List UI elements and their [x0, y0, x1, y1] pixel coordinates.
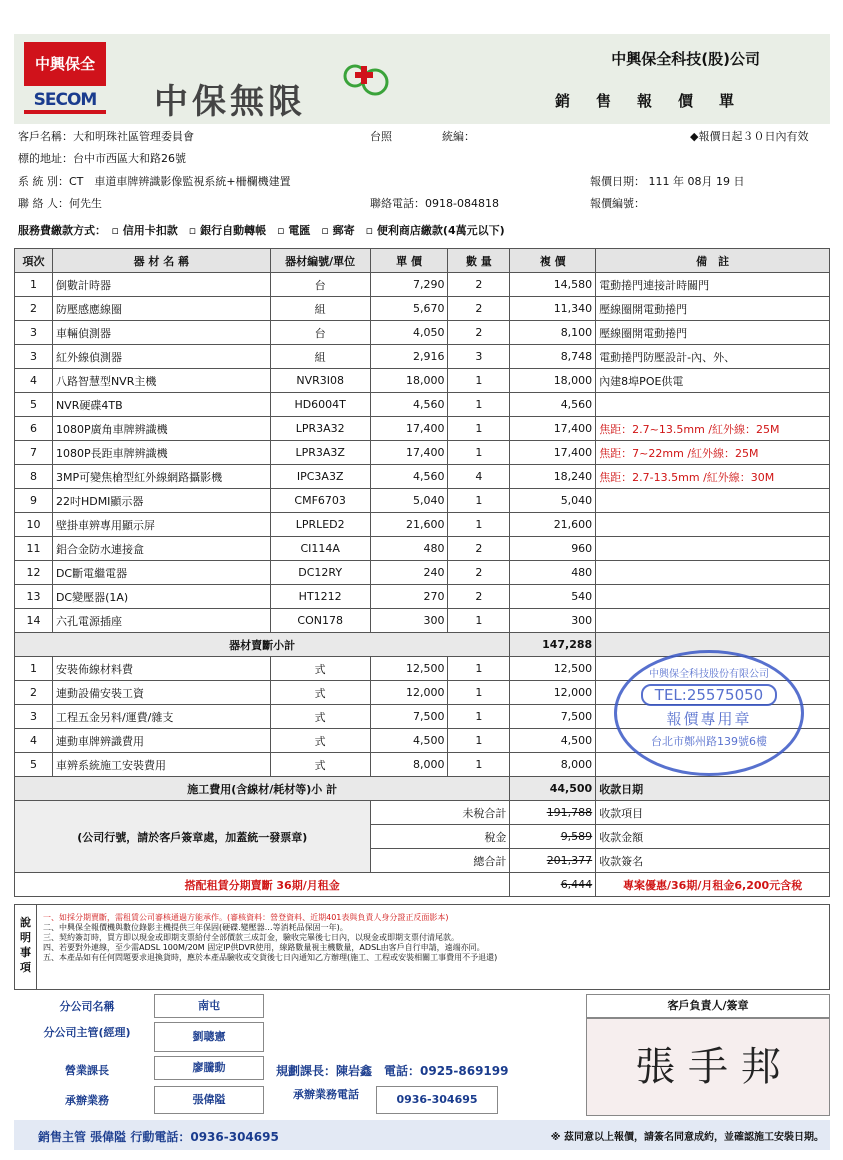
subtotal-value: 147,288 — [510, 633, 596, 657]
table-row — [15, 369, 830, 393]
stamp-company: 中興保全科技股份有限公司 — [649, 669, 769, 680]
contact-person: 聯 絡 人：何先生 — [18, 197, 102, 210]
table-cell: HD6004T — [270, 393, 370, 417]
quote-date: 報價日期： 111 年 08月 19 日 — [590, 175, 745, 188]
table-cell: 12,000 — [370, 681, 448, 705]
planner-info: 規劃課長：陳岩鑫 電話：0925-869199 — [276, 1064, 509, 1078]
subtotal-label: 施工費用(含線材/耗材等)小 計 — [15, 777, 510, 801]
table-header — [15, 249, 830, 273]
table-cell: 21,600 — [370, 513, 448, 537]
table-cell: 18,000 — [510, 369, 596, 393]
footer-agreement: ※ 茲同意以上報價，請簽名同意成約，並確認施工安裝日期。 — [550, 1132, 824, 1143]
table-cell: 17,400 — [510, 417, 596, 441]
table-cell: 12,500 — [510, 657, 596, 681]
table-cell: 組 — [270, 297, 370, 321]
notes-section — [14, 904, 830, 990]
table-cell: 7,290 — [370, 273, 448, 297]
equipment-table — [14, 248, 830, 897]
table-cell: 鋁合金防水連接盒 — [52, 537, 270, 561]
table-cell: 焦距：7~22mm /紅外線：25M — [596, 441, 830, 465]
rent-value: 6,444 — [510, 873, 596, 897]
table-cell: 12 — [15, 561, 53, 585]
table-cell: 480 — [370, 537, 448, 561]
table-cell: 14 — [15, 609, 53, 633]
table-cell: CON178 — [270, 609, 370, 633]
table-cell: DC變壓器(1A) — [52, 585, 270, 609]
table-cell: 1 — [448, 513, 510, 537]
agent-name: 張偉隘 — [154, 1086, 264, 1114]
stamp-purpose: 報價專用章 — [666, 710, 752, 728]
table-cell: 4,560 — [510, 393, 596, 417]
customer-signature[interactable]: 張 手 邦 — [586, 1018, 830, 1116]
branch-name: 南屯 — [154, 994, 264, 1018]
column-header: 項次 — [15, 249, 53, 273]
table-cell: 1 — [448, 753, 510, 777]
table-cell: 12,500 — [370, 657, 448, 681]
table-cell: 5 — [15, 753, 53, 777]
payment-field-label: 收款項目 — [596, 801, 830, 825]
brand-mark-icon — [339, 62, 399, 102]
table-row — [15, 273, 830, 297]
column-header: 備 註 — [596, 249, 830, 273]
table-cell — [596, 513, 830, 537]
table-cell: 2 — [15, 681, 53, 705]
table-cell: 式 — [270, 681, 370, 705]
column-header: 複 價 — [510, 249, 596, 273]
agent-phone-label: 承辦業務電話 — [293, 1088, 359, 1101]
table-cell: 960 — [510, 537, 596, 561]
table-cell: 14,580 — [510, 273, 596, 297]
table-cell: 4,050 — [370, 321, 448, 345]
table-cell: 6 — [15, 417, 53, 441]
table-cell — [596, 489, 830, 513]
total-label: 未稅合計 — [370, 801, 510, 825]
table-cell: 式 — [270, 753, 370, 777]
table-cell: 4 — [15, 729, 53, 753]
header — [14, 34, 830, 124]
table-cell — [596, 609, 830, 633]
table-cell: 17,400 — [370, 441, 448, 465]
table-cell: 10 — [15, 513, 53, 537]
subtotal-label: 器材賣斷小計 — [15, 633, 510, 657]
table-cell: 式 — [270, 705, 370, 729]
column-header: 數 量 — [448, 249, 510, 273]
target-address: 標的地址：台中市西區大和路26號 — [18, 152, 186, 165]
total-label: 總合計 — [370, 849, 510, 873]
customer-sign-label: 客戶負責人/簽章 — [586, 994, 830, 1018]
stamp-tel: TEL:25575050 — [641, 684, 777, 706]
table-cell: 1 — [448, 705, 510, 729]
table-row — [15, 513, 830, 537]
table-cell: 270 — [370, 585, 448, 609]
table-cell: 3 — [15, 321, 53, 345]
table-cell: 焦距：2.7-13.5mm /紅外線：30M — [596, 465, 830, 489]
total-value: 191,788 — [510, 801, 596, 825]
table-cell: DC斷電繼電器 — [52, 561, 270, 585]
table-row — [15, 321, 830, 345]
table-cell — [596, 585, 830, 609]
table-cell: NVR3I08 — [270, 369, 370, 393]
table-cell: 防壓感應線圈 — [52, 297, 270, 321]
table-cell: 4,560 — [370, 465, 448, 489]
table-cell: 1 — [448, 729, 510, 753]
table-cell: 480 — [510, 561, 596, 585]
table-row — [15, 417, 830, 441]
sales-label: 營業課長 — [65, 1064, 109, 1077]
table-cell: 5,040 — [510, 489, 596, 513]
document-title: 銷售報價單 — [554, 92, 760, 110]
total-row — [15, 801, 830, 825]
table-cell: 17,400 — [370, 417, 448, 441]
table-cell: 內建8埠POE供電 — [596, 369, 830, 393]
table-row — [15, 441, 830, 465]
contact-phone: 聯絡電話：0918-084818 — [370, 197, 499, 210]
brand-name: 中保無限 — [154, 82, 306, 122]
table-cell: 1 — [448, 393, 510, 417]
table-cell: HT1212 — [270, 585, 370, 609]
table-cell: 安裝佈線材料費 — [52, 657, 270, 681]
manager-name: 劉聰憲 — [154, 1022, 264, 1052]
notes-list — [43, 913, 497, 963]
table-cell: 1 — [448, 369, 510, 393]
subtotal-value: 44,500 — [510, 777, 596, 801]
table-row — [15, 297, 830, 321]
table-cell: 壁掛車辨專用顯示屏 — [52, 513, 270, 537]
table-cell: 焦距：2.7~13.5mm /紅外線：25M — [596, 417, 830, 441]
table-row — [15, 489, 830, 513]
table-cell: 台 — [270, 321, 370, 345]
table-cell: 2 — [448, 321, 510, 345]
table-cell: 18,000 — [370, 369, 448, 393]
table-cell: 連動設備安裝工資 — [52, 681, 270, 705]
table-cell: 1 — [448, 417, 510, 441]
column-header: 單 價 — [370, 249, 448, 273]
table-cell: 3 — [15, 705, 53, 729]
table-row — [15, 465, 830, 489]
table-cell: LPR3A3Z — [270, 441, 370, 465]
table-cell: 5 — [15, 393, 53, 417]
table-cell: 540 — [510, 585, 596, 609]
table-cell: LPRLED2 — [270, 513, 370, 537]
total-value: 9,589 — [510, 825, 596, 849]
logo-text: 中興保全 — [24, 42, 106, 86]
footer — [14, 1120, 830, 1150]
table-cell: 1 — [15, 273, 53, 297]
note-line: 五、本產品如有任何問題要求退換貨時，應於本產品驗收或交貨後七日內通知乙方辦理(施工、工程或安裝相關工事費用不予退還) — [43, 953, 498, 962]
table-cell: 9 — [15, 489, 53, 513]
table-cell: 1080P廣角車牌辨識機 — [52, 417, 270, 441]
agent-label: 承辦業務 — [65, 1094, 109, 1107]
total-label: 稅金 — [370, 825, 510, 849]
table-cell: 1 — [448, 657, 510, 681]
table-cell — [596, 537, 830, 561]
table-cell: 11 — [15, 537, 53, 561]
table-cell: 工程五金另料/運費/雜支 — [52, 705, 270, 729]
table-cell: 5,040 — [370, 489, 448, 513]
table-cell: IPC3A3Z — [270, 465, 370, 489]
quote-sheet — [14, 34, 830, 1148]
table-cell: 11,340 — [510, 297, 596, 321]
column-header: 器材編號/單位 — [270, 249, 370, 273]
table-cell: 台 — [270, 273, 370, 297]
customer-name: 客戶名稱：大和明珠社區管理委員會 — [18, 130, 194, 143]
table-cell: 1 — [15, 657, 53, 681]
table-cell: 1080P長距車牌辨識機 — [52, 441, 270, 465]
table-cell: 8,000 — [370, 753, 448, 777]
rent-label: 搭配租賃分期賣斷 36期/月租金 — [15, 873, 510, 897]
notes-label: 說明事項 — [15, 905, 37, 989]
table-cell: 壓線圈開電動捲門 — [596, 321, 830, 345]
taizhao: 台照 — [370, 130, 392, 143]
validity-note: ◆報價日起３０日內有效 — [690, 130, 809, 143]
table-cell: 2 — [448, 273, 510, 297]
table-cell: 21,600 — [510, 513, 596, 537]
table-cell: 1 — [448, 609, 510, 633]
system-type: 系 統 別：CT 車道車牌辨識影像監視系統+柵欄機建置 — [18, 175, 291, 188]
table-cell: 2 — [448, 585, 510, 609]
stamp-address: 台北市鄭州路139號6樓 — [651, 735, 767, 748]
table-cell: 1 — [448, 681, 510, 705]
table-cell: 車辨系統施工安裝費用 — [52, 753, 270, 777]
logo — [24, 42, 106, 116]
table-cell: 壓線圈開電動捲門 — [596, 297, 830, 321]
table-cell: 2 — [448, 537, 510, 561]
column-header: 器 材 名 稱 — [52, 249, 270, 273]
table-cell: 300 — [510, 609, 596, 633]
table-cell: DC12RY — [270, 561, 370, 585]
table-row — [15, 537, 830, 561]
table-cell: 8,000 — [510, 753, 596, 777]
table-cell: 紅外線偵測器 — [52, 345, 270, 369]
table-cell: 4,500 — [370, 729, 448, 753]
table-cell: 1 — [448, 489, 510, 513]
table-cell: 4,500 — [510, 729, 596, 753]
table-cell: CI114A — [270, 537, 370, 561]
table-cell: 組 — [270, 345, 370, 369]
payment-field-label: 收款金額 — [596, 825, 830, 849]
table-cell: 4 — [448, 465, 510, 489]
note-line: 三、契約簽訂時，買方即以現金或即期支票給付全部價款三成訂金，驗收完畢後七日內，以現金或即期支票付清尾款。 — [43, 933, 459, 942]
table-cell: 17,400 — [510, 441, 596, 465]
secom-logo: SECOM — [24, 90, 106, 114]
table-cell: 4 — [15, 369, 53, 393]
table-row — [15, 561, 830, 585]
payment-field-label: 收款簽名 — [596, 849, 830, 873]
footer-sales-contact: 銷售主管 張偉隘 行動電話：0936-304695 — [38, 1130, 279, 1144]
table-cell: 8 — [15, 465, 53, 489]
table-cell: 12,000 — [510, 681, 596, 705]
table-cell: 3MP可變焦槍型紅外線網路攝影機 — [52, 465, 270, 489]
table-row — [15, 585, 830, 609]
note-line: 四、若要對外連線，至少需ADSL 100M/20M 固定IP供DVR使用，線路數量視主機數量，ADSL由客戶自行申請，遠端亦同。 — [43, 943, 485, 952]
table-cell: 式 — [270, 657, 370, 681]
branch-label: 分公司名稱 — [59, 1000, 115, 1013]
table-row — [15, 609, 830, 633]
table-cell — [596, 393, 830, 417]
table-cell: 電動捲門連接計時關門 — [596, 273, 830, 297]
company-note: (公司行號，請於客戶簽章處，加蓋統一發票章) — [15, 801, 371, 873]
table-cell: 車輛偵測器 — [52, 321, 270, 345]
table-cell: 2 — [448, 561, 510, 585]
rent-promo: 專案優惠/36期/月租金6,200元含稅 — [596, 873, 830, 897]
table-cell: 電動捲門防壓設計-內、外、 — [596, 345, 830, 369]
table-cell: 5,670 — [370, 297, 448, 321]
table-cell: CMF6703 — [270, 489, 370, 513]
company-stamp — [614, 650, 804, 776]
tax-id: 統編： — [442, 130, 475, 143]
table-cell: 1 — [448, 441, 510, 465]
table-cell: 8,748 — [510, 345, 596, 369]
table-cell: NVR硬碟4TB — [52, 393, 270, 417]
note-line: 二、中興保全報價機與數位錄影主機提供三年保固(硬碟.變壓器…等消耗品保固一年)。 — [43, 923, 348, 932]
manager-label: 分公司主管(經理) — [43, 1026, 131, 1039]
rent-row — [15, 873, 830, 897]
table-cell: 連動車牌辨識費用 — [52, 729, 270, 753]
table-cell — [596, 561, 830, 585]
table-cell: 18,240 — [510, 465, 596, 489]
company-name: 中興保全科技(股)公司 — [611, 50, 760, 68]
table-cell: 2,916 — [370, 345, 448, 369]
total-value: 201,377 — [510, 849, 596, 873]
table-cell: 22吋HDMI顯示器 — [52, 489, 270, 513]
table-row — [15, 345, 830, 369]
subtotal-row — [15, 777, 830, 801]
table-cell: 4,560 — [370, 393, 448, 417]
table-cell: 六孔電源插座 — [52, 609, 270, 633]
table-cell: 8,100 — [510, 321, 596, 345]
table-cell: 3 — [448, 345, 510, 369]
table-cell: 7,500 — [510, 705, 596, 729]
sales-name: 廖騰動 — [154, 1056, 264, 1080]
agent-phone: 0936-304695 — [376, 1086, 498, 1114]
table-cell: 八路智慧型NVR主機 — [52, 369, 270, 393]
payment-methods: 服務費繳款方式： ▫ 信用卡扣款 ▫ 銀行自動轉帳 ▫ 電匯 ▫ 郵寄 ▫ 便利商店繳款(4萬元以下) — [18, 224, 505, 237]
table-cell: 2 — [15, 297, 53, 321]
table-cell: 3 — [15, 345, 53, 369]
equipment-rows — [15, 273, 830, 897]
payment-date-label: 收款日期 — [596, 777, 830, 801]
table-cell: 300 — [370, 609, 448, 633]
note-line: 一、如採分期賣斷，需租賃公司審核通過方能承作。(審核資料：營登資料、近期401表與負責人身分證正反面影本) — [43, 913, 449, 922]
signature-section — [14, 990, 830, 1120]
table-cell: LPR3A32 — [270, 417, 370, 441]
quote-number: 報價編號： — [590, 197, 645, 210]
table-cell: 7,500 — [370, 705, 448, 729]
table-cell: 240 — [370, 561, 448, 585]
table-cell: 倒數計時器 — [52, 273, 270, 297]
table-cell: 13 — [15, 585, 53, 609]
table-cell: 式 — [270, 729, 370, 753]
table-row — [15, 393, 830, 417]
table-cell: 2 — [448, 297, 510, 321]
table-cell: 7 — [15, 441, 53, 465]
